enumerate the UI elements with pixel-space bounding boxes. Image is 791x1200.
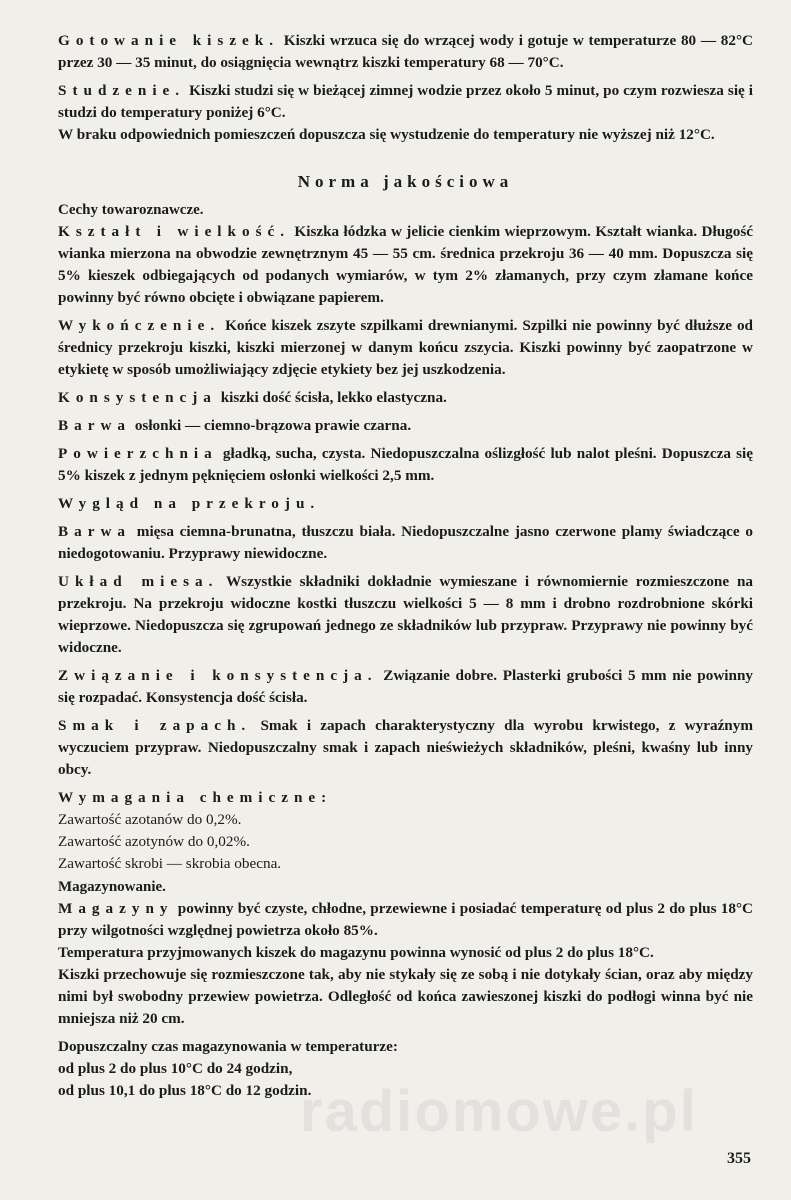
text-barwa: osłonki — ciemno-brązowa prawie czarna. — [134, 417, 412, 434]
paragraph-zwiazanie — [58, 665, 753, 709]
paragraph-wyglad — [58, 493, 753, 515]
label-uklad: Układ miesa. — [58, 573, 219, 590]
label-wyglad: Wygląd na przekroju. — [58, 495, 321, 512]
czas-item-2: od plus 10,1 do plus 18°C do 12 godzin. — [58, 1082, 312, 1099]
text-wykonczenie: Końce kiszek zszyte szpilkami drewnianymi. Szpilki nie powinny być dłuższe od średnicy przekroju kiszki, kiszki mierzonej w danym końcu zszycia. Kiszki powinny być zaopatrzone w etykietę w sposób umożliwiający zdjęcie etykiety bez jej uszkodzenia. — [58, 317, 754, 378]
text-barwa-miesa: mięsa ciemna-brunatna, tłuszczu biała. Niedopuszczalne jasno czerwone plamy świadczące o niedogotowaniu. Przyprawy niewidoczne. — [58, 523, 754, 562]
text-uklad: Wszystkie składniki dokładnie wymieszane i równomiernie rozmieszczone na przekroju. Na przekroju widoczne kostki tłuszczu wielkości 5 — 8 mm i drobno rozdrobnione skórki wieprzowe. Niedopuszcza się zgrupowań jednego ze składników lub przypraw. Przyprawy nie powinny być widoczne. — [58, 573, 753, 656]
label-smak: Smak i zapach. — [58, 717, 252, 734]
paragraph-czas-intro: Dopuszczalny czas magazynowania w temperaturze: — [58, 1038, 398, 1055]
paragraph-ksztalt — [58, 221, 753, 309]
text-magazyny: powinny być czyste, chłodne, przewiewne i posiadać temperaturę od plus 2 do plus 18°C przy wilgotności względnej powietrza około 85%. — [58, 900, 754, 939]
text-zwiazanie: Związanie dobre. Plasterki grubości 5 mm nie powinny się rozpadać. Konsystencja dość ścisła. — [58, 667, 753, 706]
paragraph-magazyny — [58, 898, 753, 942]
chem-item-azotyny: Zawartość azotynów do 0,02%. — [58, 833, 250, 850]
chem-item-azotany: Zawartość azotanów do 0,2%. — [58, 811, 242, 828]
label-studzenie: Studzenie. — [58, 82, 186, 99]
text-smak: Smak i zapach charakterystyczny dla wyrobu krwistego, z wyraźnym wyczuciem przypraw. Niedopuszczalny smak i zapach nieświeżych składników, pleśni, kwaśny lub inny obcy. — [58, 717, 753, 778]
subheading-cechy: Cechy towaroznawcze. — [58, 202, 204, 218]
label-barwa-miesa: Barwa — [58, 523, 132, 540]
paragraph-studzenie — [58, 80, 753, 124]
paragraph-przechowuje: Kiszki przechowuje się rozmieszczone tak, aby nie stykały się ze sobą i nie dotykały ścian, oraz aby między nimi był swobodny przewiew powietrza. Odległość od końca zawieszonej kiszki do podłogi winna być nie mniejsza niż 20 cm. — [58, 966, 753, 1027]
label-ksztalt: Kształt i wielkość. — [58, 223, 291, 240]
label-konsystencja: Konsystencja — [58, 389, 217, 406]
paragraph-barwa — [58, 415, 753, 437]
text-powierzchnia: gładką, sucha, czysta. Niedopuszczalna oślizgłość lub nalot pleśni. Dopuszcza się 5% kiszek z jednym pęknięciem osłonki wielkości 2,5 mm. — [58, 445, 754, 484]
text-gotowanie: Kiszki wrzuca się do wrzącej wody i gotuje w temperaturze 80 — 82°C przez 30 — 35 minut, do osiągnięcia wewnątrz kiszki temperatury 68 — 70°C. — [58, 32, 753, 71]
paragraph-wykonczenie — [58, 315, 753, 381]
watermark: radiomowe.pl — [300, 1079, 698, 1144]
label-gotowanie: Gotowanie kiszek. — [58, 32, 280, 49]
paragraph-wymagania — [58, 787, 753, 809]
text-studzenie: Kiszki studzi się w bieżącej zimnej wodzie przez około 5 minut, po czym rozwiesza się i studzi do temperatury poniżej 6°C. — [58, 82, 754, 121]
text-ksztalt: Kiszka łódzka w jelicie cienkim wieprzowym. Kształt wianka. Długość wianka mierzona na obwodzie zewnętrznym 45 — 55 cm. średnica przekroju 36 — 40 mm. Dopuszcza się 5% kieszek odbiegających od podanych wymiarów, w tym 2% złamanych, przy czym złamane końce powinny być równo obcięte i obwiązane papierem. — [58, 223, 754, 306]
czas-item-1: od plus 2 do plus 10°C do 24 godzin, — [58, 1060, 293, 1077]
label-wymagania: Wymagania chemiczne: — [58, 789, 333, 806]
label-zwiazanie: Związanie i konsystencja. — [58, 667, 378, 684]
paragraph-smak — [58, 715, 753, 781]
label-magazyny: Magazyny — [58, 900, 174, 917]
paragraph-konsystencja — [58, 387, 753, 409]
paragraph-temperatura: Temperatura przyjmowanych kiszek do magazynu powinna wynosić od plus 2 do plus 18°C. — [58, 944, 654, 961]
paragraph-gotowanie — [58, 30, 753, 74]
subheading-magazynowanie: Magazynowanie. — [58, 879, 166, 895]
paragraph-barwa-miesa — [58, 521, 753, 565]
page-number: 355 — [727, 1150, 751, 1167]
paragraph-uklad — [58, 571, 753, 659]
section-title-norma: Norma jakościowa — [297, 172, 514, 191]
text-konsystencja: kiszki dość ścisła, lekko elastyczna. — [220, 389, 447, 406]
chem-item-skrobia: Zawartość skrobi — skrobia obecna. — [58, 855, 282, 872]
label-wykonczenie: Wykończenie. — [58, 317, 221, 334]
label-barwa: Barwa — [58, 417, 132, 434]
document-page — [58, 30, 753, 1102]
label-powierzchnia: Powierzchnia — [58, 445, 218, 462]
paragraph-powierzchnia — [58, 443, 753, 487]
paragraph-studzenie-2: W braku odpowiednich pomieszczeń dopuszcza się wystudzenie do temperatury nie wyższej niż 12°C. — [58, 126, 715, 143]
